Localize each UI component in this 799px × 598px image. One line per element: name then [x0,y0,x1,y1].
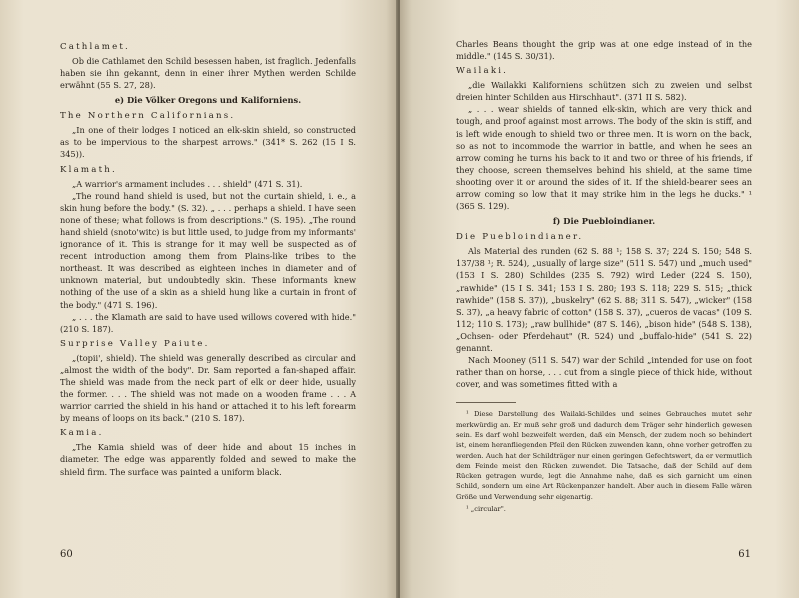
paragraph-wailaki-1: „die Wailakki Kaliforniens schützen sich zu zweien und selbst dreien hinter Schilden aus Hirschhaut". (371 II S. 582). [456,80,752,103]
left-page [0,0,398,598]
paragraph-surprise-valley: „(topii', shield). The shield was generally described as circular and „almost the width of the body". Dr. Sam reported a fan-shaped affair. The shield was made from the neck part of elk or deer hide, usually the former. . . . The shield was not made on a wooden frame . . . A warrior carried the shield in his hand or attached it to his left forearm by means of loops on its back." (210 S. 187). [60,352,356,424]
paragraph-kamia-continued: Charles Beans thought the grip was at one edge instead of in the middle." (145 S. 30/31). [456,39,752,62]
paragraph-klamath-3: „ . . . the Klamath are said to have used willows covered with hide." (210 S. 187). [60,311,356,334]
paragraph-kamia: „The Kamia shield was of deer hide and about 15 inches in diameter. The edge was apparently folded and sewed to make the shield firm. The surface was painted a uniform black. [60,442,356,477]
section-heading-oregon: e) Die Völker Oregons und Kaliforniens. [114,95,302,106]
right-page [400,0,799,598]
page-number-left: 60 [60,549,73,560]
tribe-heading-northern-californians: The Northern Californians. [60,111,236,122]
paragraph-northern-californians: „In one of their lodges I noticed an elk-skin shield, so constructed as to be impervious to the sharpest arrows." (341* S. 262 (15 I S. 345)). [60,125,356,160]
paragraph-pueblo-2: Nach Mooney (511 S. 547) war der Schild „intended for use on foot rather than on horse, . . . cut from a single piece of thick hide, without cover, and was sometimes fitted with a [456,355,752,390]
section-heading-pueblo: f) Die Puebloindianer. [552,216,656,227]
paragraph-klamath-1: „A warrior's armament includes . . . shield" (471 S. 31). [72,178,303,189]
footnote-1: ¹ Diese Darstellung des Wailaki-Schildes und seines Gebrauches mutet sehr merkwürdig an. Er muß sehr groß und dadurch dem Träger sehr hinderlich gewesen sein. Es darf wohl bezweifelt werden, daß ein Mensch, der zudem noch so behindert ist, einem heranfliegenden Pfeil den Rücken zuwenden kann, ohne vorher getroffen zu werden. Auch hat der Schildträger nur einen geringen Gefechtswert, da er vermutlich dem Feinde meist den Rücken zuwendet. Die Tatsache, daß der Schild auf dem Rücken getragen wurde, legt die Annahme nahe, daß es sich garnicht um einen Schild, sondern um eine Art Rückenpanzer handelt. Aber auch in diesem Falle wären Größe und Verwendung sehr eigenartig. [456,410,752,501]
footnote-2: ¹ „circular". [466,505,506,514]
left-text-column [60,38,356,478]
tribe-heading-surprise-valley: Surprise Valley Paiute. [60,338,210,349]
right-text-column [456,38,752,514]
footnote-rule [456,402,516,409]
tribe-heading-pueblo: Die Puebloindianer. [456,232,584,243]
page-number-right: 61 [738,549,751,560]
paragraph-klamath-2: „The round hand shield is used, but not the curtain shield, i. e., a skin hung before the body." (S. 32). „ . . . perhaps a shield. I have seen none of these; what follows is from descriptions." (S. 195). „The round hand shield (snoto'witc) is but little used, to judge from my informants' ignorance of it. This is strange for it may well be suspected as of recent introduction among them from Plains-like tribes to the northeast. It was described as eighteen inches in diameter and of unknown material, but undoubtedly skin. These informants knew nothing of the use of a skin as a shield hung like a curtain in front of the body." (471 S. 196). [60,190,356,310]
paragraph-pueblo-1: Als Material des runden (62 S. 88 ¹; 158 S. 37; 224 S. 150; 548 S. 137/38 ¹; R. 524), „usually of large size" (511 S. 547) und „much used" (153 I S. 280) Schildes (235 S. 792) wird Leder (224 S. 150), „rawhide" (15 I S. 341; 153 I S. 280; 193 S. 118; 229 S. 515; „thick rawhide" (158 S. 37)), „buskelry" (62 S. 88; 311 S. 547), „wicker" (158 S. 37), „a heavy fabric of cotton" (158 S. 37), „cueros de vacas" (109 S. 112; 110 S. 173); „raw bullhide" (87 S. 146), „bison hide" (548 S. 138), „Ochsen- oder Pferdehaut" (R. 524) und „buffalo-hide" (541 S. 22) genannt. [456,246,752,353]
tribe-heading-cathlamet: Cathlamet. [60,42,130,52]
paragraph-cathlamet: Ob die Cathlamet den Schild besessen haben, ist fraglich. Jedenfalls haben sie ihn gekannt, denn in einer ihrer Mythen werden Schilde erwähnt (55 S. 27, 28). [60,56,356,91]
tribe-heading-kamia: Kamia. [60,428,104,439]
tribe-heading-klamath: Klamath. [60,164,117,175]
tribe-heading-wailaki: Wailaki. [456,66,509,77]
paragraph-wailaki-2: „ . . . wear shields of tanned elk-skin, which are very thick and tough, and proof against most arrows. The body of the skin is stiff, and is left wide enough to shield two or three men. It is worn on the back, so as not to incommode the warrior in battle, and when he sees an arrow coming he turns his back to it and two or three of his friends, if they choose, screen themselves behind his shield, at the same time shooting over it or around the sides of it. If the shield-bearer sees an arrow coming so low that it may strike him in the legs he ducks." ¹ (365 S. 129). [456,104,752,212]
